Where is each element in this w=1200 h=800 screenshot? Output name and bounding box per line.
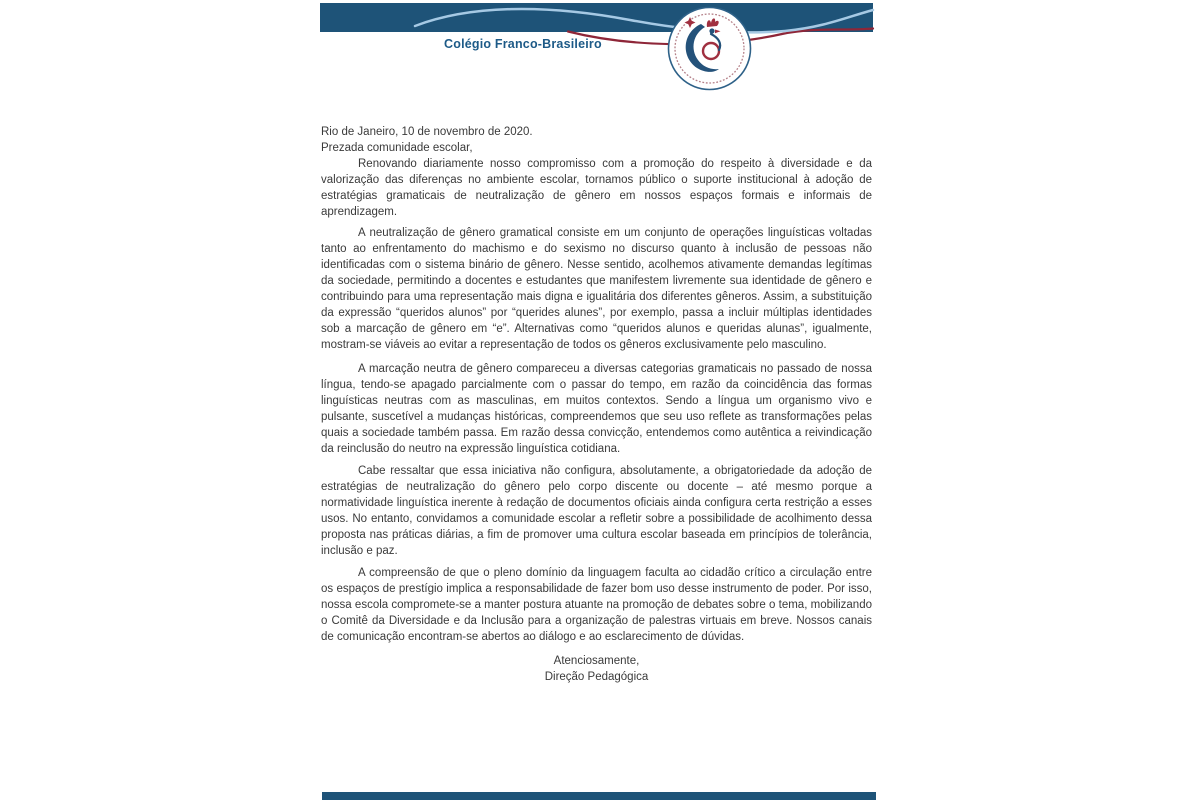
paragraph-3: A marcação neutra de gênero compareceu a diversas categorias gramaticais no passado de nossa língua, tendo-se apagado parcialmente com o passar do tempo, em razão da coincidência das formas linguísticas neutras com as masculinas, em muitos contextos. Sendo a língua um organismo vivo e pulsante, suscetível a mudanças históricas, compreendemos que seu uso reflete as transformações pelas quais a sociedade também passa. Em razão dessa convicção, entendemos como autêntica a reivindicação da reinclusão do neutro na expressão linguística cotidiana. xyxy=(321,363,872,455)
paragraph-1: Renovando diariamente nosso compromisso com a promoção do respeito à diversidade e da valorização das diferenças no ambiente escolar, tornamos público o suporte institucional à adoção de estratégias gramaticais de neutralização de gênero em nossos espaços formais e informais de aprendizagem. xyxy=(321,158,872,218)
salutation: Prezada comunidade escolar, xyxy=(321,142,473,154)
footer-banner xyxy=(322,792,876,800)
closing-block xyxy=(321,653,872,685)
paragraph-4: Cabe ressaltar que essa iniciativa não configura, absolutamente, a obrigatoriedade da adoção de estratégias de neutralização do gênero pelo corpo discente ou docente – até mesmo porque a normatividade linguística inerente à redação de documentos oficiais ainda configura certa restrição a esses usos. No entanto, convidamos a comunidade escolar a refletir sobre a possibilidade de acolhimento dessa proposta nas práticas diárias, a fim de promover uma cultura escolar baseada em princípios de tolerância, inclusão e paz. xyxy=(321,465,872,557)
letter-body xyxy=(321,124,872,685)
school-name: Colégio Franco-Brasileiro xyxy=(444,37,602,51)
dateline: Rio de Janeiro, 10 de novembro de 2020. xyxy=(321,126,533,138)
paragraph-2: A neutralização de gênero gramatical consiste em um conjunto de operações linguísticas voltadas tanto ao enfrentamento do machismo e do sexismo no discurso quanto à inclusão de pessoas não identificadas com o sistema binário de gênero. Nesse sentido, acolhemos ativamente demandas legítimas da sociedade, permitindo a docentes e estudantes que manifestem livremente sua identidade de gênero e contribuindo para uma representação mais digna e igualitária dos diferentes gêneros. Assim, a substituição da expressão “queridos alunos” por “querides alunes”, por exemplo, passa a incluir múltiplas identidades sob a marcação de gênero em “e”. Alternativas como “queridos alunos e queridas alunas”, igualmente, mostram-se viáveis ao evitar a representação de todos os gêneros exclusivamente pelo masculino. xyxy=(321,227,872,351)
school-logo xyxy=(669,8,751,90)
signature: Direção Pedagógica xyxy=(544,671,649,683)
closing: Atenciosamente, xyxy=(553,655,640,667)
banner-band xyxy=(320,3,873,32)
paragraph-5: A compreensão de que o pleno domínio da linguagem faculta ao cidadão crítico a circulação entre os espaços de prestígio implica a responsabilidade de fazer bom uso desse instrumento de poder. Por isso, nossa escola compromete-se a manter postura atuante na promoção de debates sobre o tema, mobilizando o Comitê da Diversidade e da Inclusão para a organização de palestras virtuais em breve. Nossos canais de comunicação encontram-se abertos ao diálogo e ao esclarecimento de dúvidas. xyxy=(321,567,872,643)
